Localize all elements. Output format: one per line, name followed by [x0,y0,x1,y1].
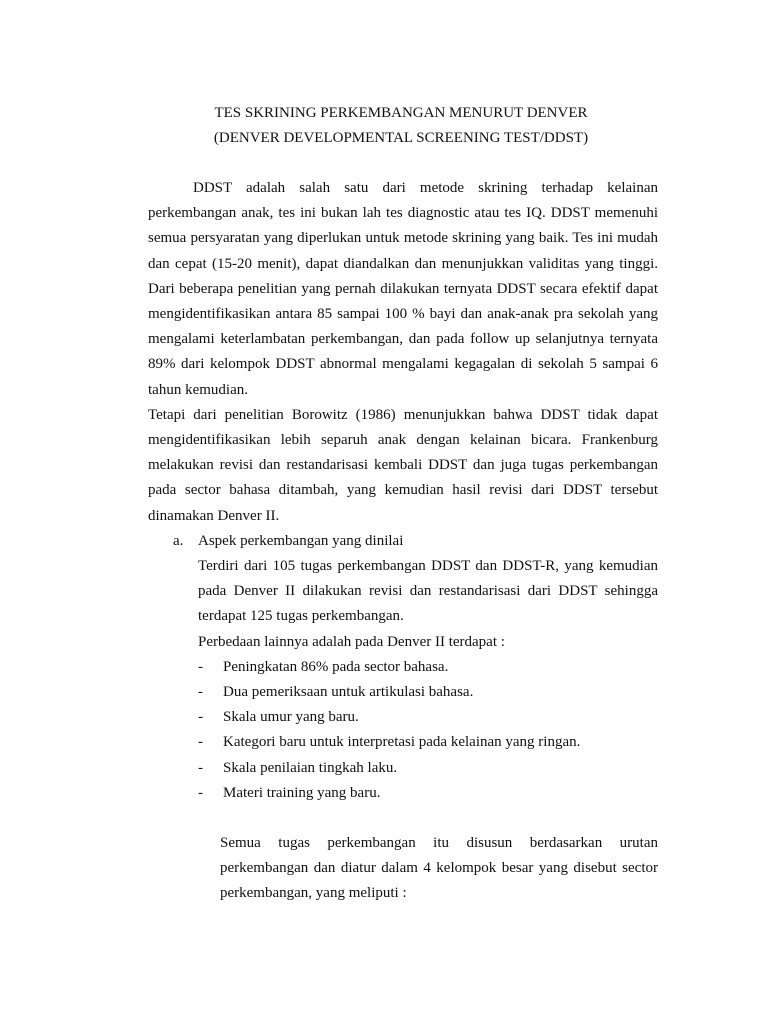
title-line-2: (DENVER DEVELOPMENTAL SCREENING TEST/DDST) [213,130,589,146]
list-item-text: Skala umur yang baru. [223,709,359,726]
list-item-text: Skala penilaian tingkah laku. [223,759,398,776]
dash-bullet: - [198,709,203,726]
list-item-text: Materi training yang baru. [223,784,381,801]
section-a-text-2: Perbedaan lainnya adalah pada Denver II terdapat : [198,633,505,650]
paragraph-borowitz: Tetapi dari penelitian Borowitz (1986) menunjukkan bahwa DDST tidak dapat mengidentifikasikan lebih separuh anak dengan kelainan bicara. Frankenburg melakukan revisi dan restandarisasi kembali DDST dan juga tugas perkembangan pada sector bahasa ditambah, yang kemudian hasil revisi dari DDST tersebut dinamakan Denver II. [148,406,658,524]
list-item [198,705,658,730]
dash-bullet: - [198,658,203,675]
list-item-text: Dua pemeriksaan untuk artikulasi bahasa. [223,684,474,701]
dash-bullet: - [198,759,203,776]
section-a-text-1: Terdiri dari 105 tugas perkembangan DDST dan DDST-R, yang kemudian pada Denver II dilakukan revisi dan restandarisasi dari DDST sehingga terdapat 125 tugas perkembangan. [198,558,658,625]
dash-bullet: - [198,684,203,701]
section-a-heading [148,529,658,554]
section-a-body [198,554,658,806]
document-title [0,101,768,151]
list-item [198,756,658,781]
document-body [148,176,658,907]
list-item [198,730,658,755]
list-item [198,680,658,705]
section-a-title: Aspek perkembangan yang dinilai [198,532,404,549]
paragraph-closing: Semua tugas perkembangan itu disusun berdasarkan urutan perkembangan dan diatur dalam 4 kelompok besar yang disebut sector perkembangan, yang meliputi : [220,835,658,902]
dash-bullet: - [198,784,203,801]
paragraph-ddst-intro: DDST adalah salah satu dari metode skrining terhadap kelainan perkembangan anak, tes ini bukan lah tes diagnostic atau tes IQ. DDST memenuhi semua persyaratan yang diperlukan untuk metode skrining yang baik. Tes ini mudah dan cepat (15-20 menit), dapat diandalkan dan menunjukkan validitas yang tinggi. Dari beberapa penelitian yang pernah dilakukan ternyata DDST secara efektif dapat mengidentifikasikan antara 85 sampai 100 % bayi dan anak-anak pra sekolah yang mengalami keterlambatan perkembangan, dan pada follow up selanjutnya ternyata 89% dari kelompok DDST abnormal mengalami kegagalan di sekolah 5 sampai 6 tahun kemudian. [148,180,658,398]
list-item [198,781,658,806]
differences-list [198,655,658,806]
list-item-text: Peningkatan 86% pada sector bahasa. [223,658,449,675]
list-item [198,655,658,680]
section-a-marker: a. [173,532,184,549]
list-item-text: Kategori baru untuk interpretasi pada kelainan yang ringan. [223,734,581,751]
spacer [148,806,658,831]
title-line-1: TES SKRINING PERKEMBANGAN MENURUT DENVER [214,105,588,121]
dash-bullet: - [198,734,203,751]
